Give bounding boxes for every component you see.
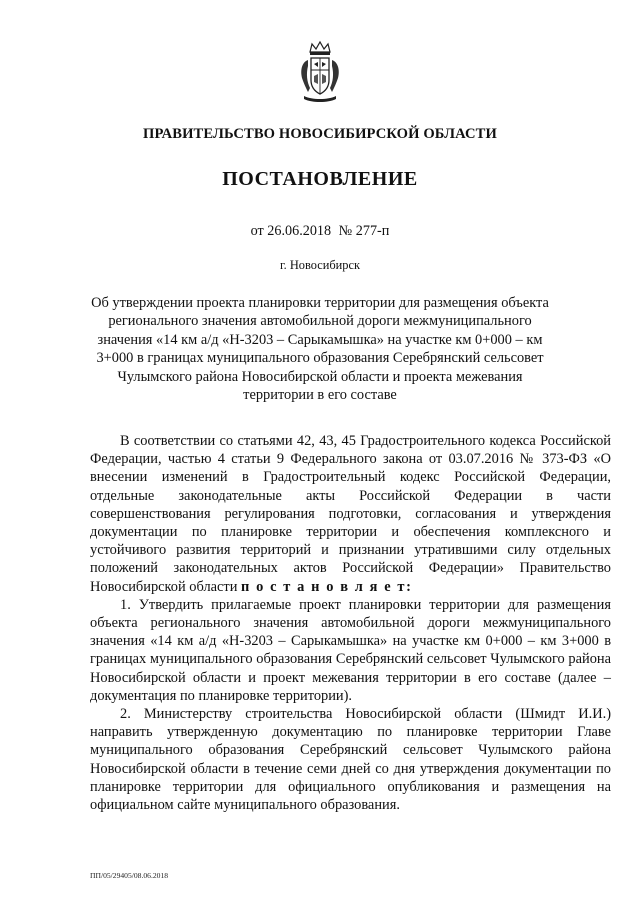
preamble-paragraph	[90, 432, 611, 596]
document-number: № 277-п	[338, 223, 390, 239]
decree-colon: :	[406, 578, 413, 595]
document-date: от 26.06.2018	[250, 223, 332, 239]
city: г. Новосибирск	[279, 258, 361, 272]
document-title: Об утверждении проекта планировки территории для размещения объекта регионального значения автомобильной дороги межмуниципального значения «14 км а/д «Н-3203 – Сарыкамышка» на участке км 0+000 – км 3+000 в границах муниципального образования Серебрянский сельсовет Чулымского района Новосибирской области и проекта межевания территории в его составе	[91, 295, 549, 404]
footer-code: ПП/05/29405/08.06.2018	[90, 871, 169, 880]
document-type: ПОСТАНОВЛЕНИЕ	[222, 168, 418, 190]
item-1: 1. Утвердить прилагаемые проект планировки территории для размещения объекта регионального значения автомобильной дороги межмуниципального значения «14 км а/д «Н-3203 – Сарыкамышка» на участке км 0+000 – км 3+000 в границах муниципального образования Серебрянский сельсовет Чулымского района Новосибирской области и проект межевания территории в его составе (далее – документация по планировке территории).	[90, 596, 611, 704]
organization-name: ПРАВИТЕЛЬСТВО НОВОСИБИРСКОЙ ОБЛАСТИ	[143, 126, 497, 142]
item-2: 2. Министерству строительства Новосибирской области (Шмидт И.И.) направить утвержденную документацию по планировке территории Главе муниципального образования Серебрянский сельсовет Чулымского района Новосибирской области в течение семи дней со дня утверждения документации по планировке территории для официального опубликования и размещения на официальном сайте муниципального образования.	[90, 706, 611, 814]
decree-word: п о с т а н о в л я е т	[241, 578, 407, 595]
document-body	[90, 432, 611, 814]
preamble-text: В соответствии со статьями 42, 43, 45 Градостроительного кодекса Российской Федерации, частью 4 статьи 9 Федерального закона от 03.07.2016 № 373-ФЗ «О внесении изменений в Градостроительный кодекс Российской Федерации, отдельные законодательные акты Российской Федерации в части совершенствования регулирования подготовки, согласования и утверждения документации по планировке территории и обеспечения комплексного и устойчивого развития территорий и признании утратившими силу отдельных положений законодательных актов Российской Федерации» Правительство Новосибирской области	[90, 433, 611, 595]
coat-of-arms-icon	[296, 40, 344, 104]
date-number-line	[0, 223, 640, 240]
